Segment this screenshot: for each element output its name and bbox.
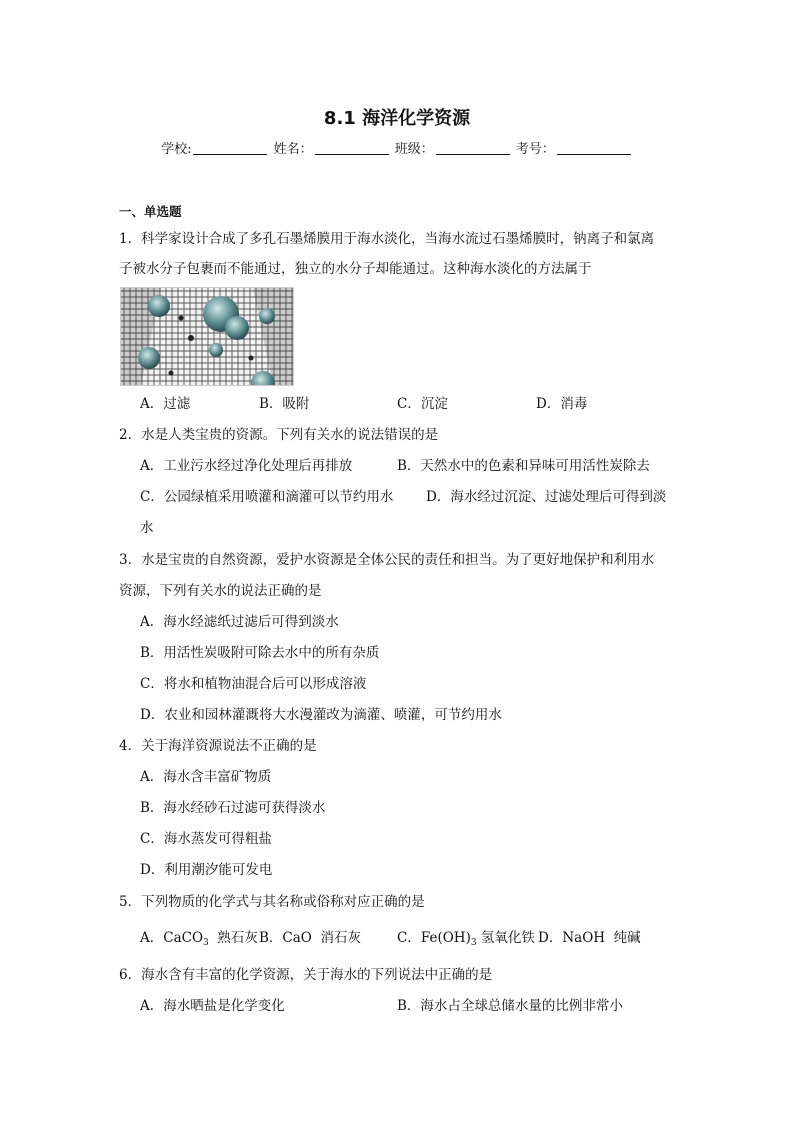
q2-option-c[interactable]: C．公园绿植采用喷灌和滴灌可以节约用水: [140, 489, 394, 505]
q5-option-b[interactable]: [259, 929, 361, 947]
q4-option-c[interactable]: C．海水蒸发可得粗盐: [140, 831, 272, 847]
q3-option-d[interactable]: D．农业和园林灌溉将大水漫灌改为滴灌、喷灌，可节约用水: [140, 707, 502, 723]
page-title: 8.1 海洋化学资源: [323, 108, 471, 129]
q4-option-d[interactable]: D．利用潮汐能可发电: [140, 862, 273, 878]
q1-option-d[interactable]: D．消毒: [536, 396, 588, 412]
q1-option-b[interactable]: B．吸附: [259, 396, 310, 412]
q1-option-a[interactable]: A．过滤: [140, 396, 191, 412]
q4-option-a[interactable]: A．海水含丰富矿物质: [140, 769, 272, 785]
q3-option-a[interactable]: A．海水经滤纸过滤后可得到淡水: [140, 614, 339, 630]
name-label: 姓名：: [273, 142, 313, 157]
q5-d-formula: NaOH: [562, 930, 606, 946]
q5-option-a[interactable]: [140, 929, 258, 952]
q4-stem: 4．关于海洋资源说法不正确的是: [119, 738, 317, 754]
q5-b-prefix: B．: [259, 930, 283, 946]
q5-c-prefix: C．: [397, 930, 421, 946]
q5-d-name: 纯碱: [613, 930, 641, 946]
q5-c-name: 氢氧化铁: [480, 930, 535, 946]
q5-a-name: 熟石灰: [217, 930, 258, 946]
graphene-membrane-image: [120, 287, 294, 386]
q4-option-b[interactable]: B．海水经砂石过滤可获得淡水: [140, 800, 326, 816]
q5-option-c[interactable]: [397, 929, 535, 952]
class-blank[interactable]: [436, 141, 510, 155]
q2-stem: 2．水是人类宝贵的资源。下列有关水的说法错误的是: [119, 427, 439, 443]
q2-option-d-continued: 水: [140, 520, 154, 536]
q1-stem-line1: 1．科学家设计合成了多孔石墨烯膜用于海水淡化，当海水流过石墨烯膜时，钠离子和氯离: [119, 231, 655, 247]
q5-c-sub: 3: [470, 938, 477, 948]
q5-option-d[interactable]: [538, 929, 641, 947]
q5-c-formula: Fe(OH): [420, 930, 471, 946]
q3-option-b[interactable]: B．用活性炭吸附可除去水中的所有杂质: [140, 645, 380, 661]
q1-stem-line2: 子被水分子包裹而不能通过，独立的水分子却能通过。这种海水淡化的方法属于: [119, 261, 592, 277]
q2-option-b[interactable]: B．天然水中的色素和异味可用活性炭除去: [397, 458, 650, 474]
q5-b-name: 消石灰: [320, 930, 361, 946]
student-info-row: [0, 138, 794, 157]
q1-option-c[interactable]: C．沉淀: [397, 396, 448, 412]
q5-a-prefix: A．: [140, 930, 164, 946]
q5-stem: 5．下列物质的化学式与其名称或俗称对应正确的是: [119, 894, 425, 910]
q2-option-d[interactable]: D．海水经过沉淀、过滤处理后可得到淡: [426, 489, 667, 505]
name-blank[interactable]: [315, 141, 389, 155]
q5-b-formula: CaO: [282, 930, 312, 946]
q5-d-prefix: D．: [538, 930, 563, 946]
q3-stem-line2: 资源，下列有关水的说法正确的是: [119, 583, 322, 599]
q6-option-b[interactable]: B．海水占全球总储水量的比例非常小: [397, 998, 623, 1014]
class-label: 班级：: [394, 142, 434, 157]
q3-option-c[interactable]: C．将水和植物油混合后可以形成溶液: [140, 676, 367, 692]
q5-a-sub: 3: [203, 938, 209, 948]
q5-a-formula: CaCO: [163, 930, 204, 946]
section-heading: 一、单选题: [119, 204, 182, 219]
number-blank[interactable]: [557, 141, 631, 155]
q6-option-a[interactable]: A．海水晒盐是化学变化: [140, 998, 285, 1014]
number-label: 考号：: [515, 142, 555, 157]
school-blank[interactable]: [193, 141, 267, 155]
school-label: 学校:: [161, 142, 192, 157]
q2-option-a[interactable]: A．工业污水经过净化处理后再排放: [140, 458, 353, 474]
q3-stem-line1: 3．水是宝贵的自然资源，爱护水资源是全体公民的责任和担当。为了更好地保护和利用水: [119, 552, 655, 568]
q6-stem: 6．海水含有丰富的化学资源，关于海水的下列说法中正确的是: [119, 967, 493, 983]
